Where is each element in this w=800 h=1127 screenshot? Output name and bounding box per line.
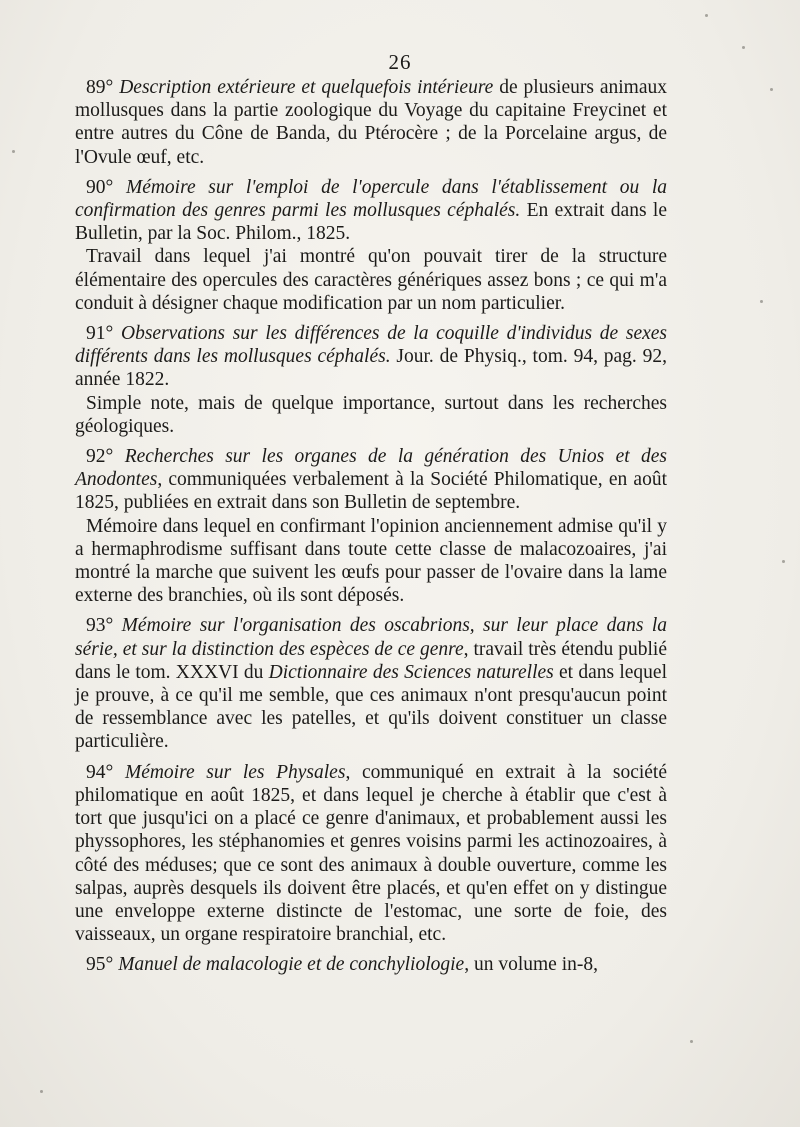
entry-title: Mémoire sur l'emploi de l'opercule dans l'établissement ou la confirmation des genres parmi les mollusques céphalés. xyxy=(75,176,667,222)
page-body xyxy=(75,76,667,984)
entry-number: 94° xyxy=(86,761,114,783)
entry-90 xyxy=(75,176,667,315)
entry-title: Recherches sur les organes de la génération des Unios et des Anodontes xyxy=(75,446,668,491)
entry-number: 92° xyxy=(86,446,114,468)
entry-note: Mémoire dans lequel en confirmant l'opinion anciennement admise qu'il y a hermaphrodisme suffisant dans toute cette classe de malacozoaires, j'ai montré la marche que suivent les œufs pour passer de l'ovaire dans la lame externe des branchies, où ils sont déposés. xyxy=(75,515,667,607)
paper-speck xyxy=(690,1040,693,1043)
entry-95 xyxy=(75,953,667,976)
entry-number: 90° xyxy=(86,176,114,198)
entry-number: 91° xyxy=(86,323,114,345)
entry-text: , travail très étendu publié dans le tom. XXXVI du xyxy=(75,638,667,683)
entry-text: et dans lequel je prouve, à ce qu'il me semble, que ces animaux n'ont presqu'aucun point de ressemblance avec les patelles, et qu'ils doivent constituer un classe particulière. xyxy=(75,661,667,753)
entry-title: Mémoire sur l'organisation des oscabrions, sur leur place dans la série, et sur la distinction des espèces de ce genre xyxy=(75,615,668,660)
entry-title: Manuel de malacologie et de conchyliologie xyxy=(118,954,465,976)
entry-93 xyxy=(75,614,667,753)
entry-94 xyxy=(75,761,667,947)
entry-note: Simple note, mais de quelque importance, surtout dans les recherches géologiques. xyxy=(75,392,667,437)
entry-text: Jour. de Physiq., tom. 94, pag. 92, année 1822. xyxy=(75,346,667,391)
entry-text: de plusieurs animaux mollusques dans la partie zoologique du Voyage du capitaine Freycinet et entre autres du Cône de Banda, du Ptérocère ; de la Porcelaine argus, de l'Ovule œuf, etc. xyxy=(75,77,667,168)
entry-92 xyxy=(75,445,667,607)
paper-speck xyxy=(705,14,708,17)
entry-title: Description extérieure et quelquefois intérieure xyxy=(119,77,494,98)
paper-speck xyxy=(760,300,763,303)
entry-text: , communiqué en extrait à la société philomatique en août 1825, et dans lequel je cherche à établir que c'est à tort que jusqu'ici on a placé ce genre d'animaux, et probablement aussi les physsophores, les stéphanomies et genres voisins parmi les actinozoaires, à côté des méduses; que ce sont des animaux à double ouverture, comme les salpas, auprès desquels ils doivent être placés, et qu'en effet on y distingue une enveloppe externe distincte de l'estomac, une sorte de foie, des vaisseaux, un organe respiratoire branchial, etc. xyxy=(75,761,668,946)
page-number: 26 xyxy=(388,50,412,74)
paper-speck xyxy=(12,150,15,153)
paper-speck xyxy=(742,46,745,49)
entry-text: , un volume in-8, xyxy=(464,954,598,976)
paper-speck xyxy=(40,1090,43,1093)
entry-89 xyxy=(75,76,667,169)
entry-number: 93° xyxy=(86,615,114,637)
paper-speck xyxy=(770,88,773,91)
entry-91 xyxy=(75,322,667,438)
entry-note: Travail dans lequel j'ai montré qu'on pouvait tirer de la structure élémentaire des opercules des caractères génériques assez bons ; ce qui m'a conduit à désigner chaque modification par un nom particulier. xyxy=(75,246,667,314)
entry-number: 95° xyxy=(86,954,114,976)
entry-text: En extrait dans le Bulletin, par la Soc. Philom., 1825. xyxy=(75,200,667,245)
entry-title: Mémoire sur les Physales xyxy=(124,761,346,783)
entry-text: , communiquées verbalement à la Société Philomatique, en août 1825, publiées en extrait dans son Bulletin de septembre. xyxy=(75,469,667,514)
entry-title: Observations sur les différences de la coquille d'individus de sexes différents dans les mollusques céphalés. xyxy=(75,323,668,368)
entry-number: 89° xyxy=(86,77,114,98)
entry-title-secondary: Dictionnaire des Sciences naturelles xyxy=(268,661,554,683)
paper-speck xyxy=(782,560,785,563)
